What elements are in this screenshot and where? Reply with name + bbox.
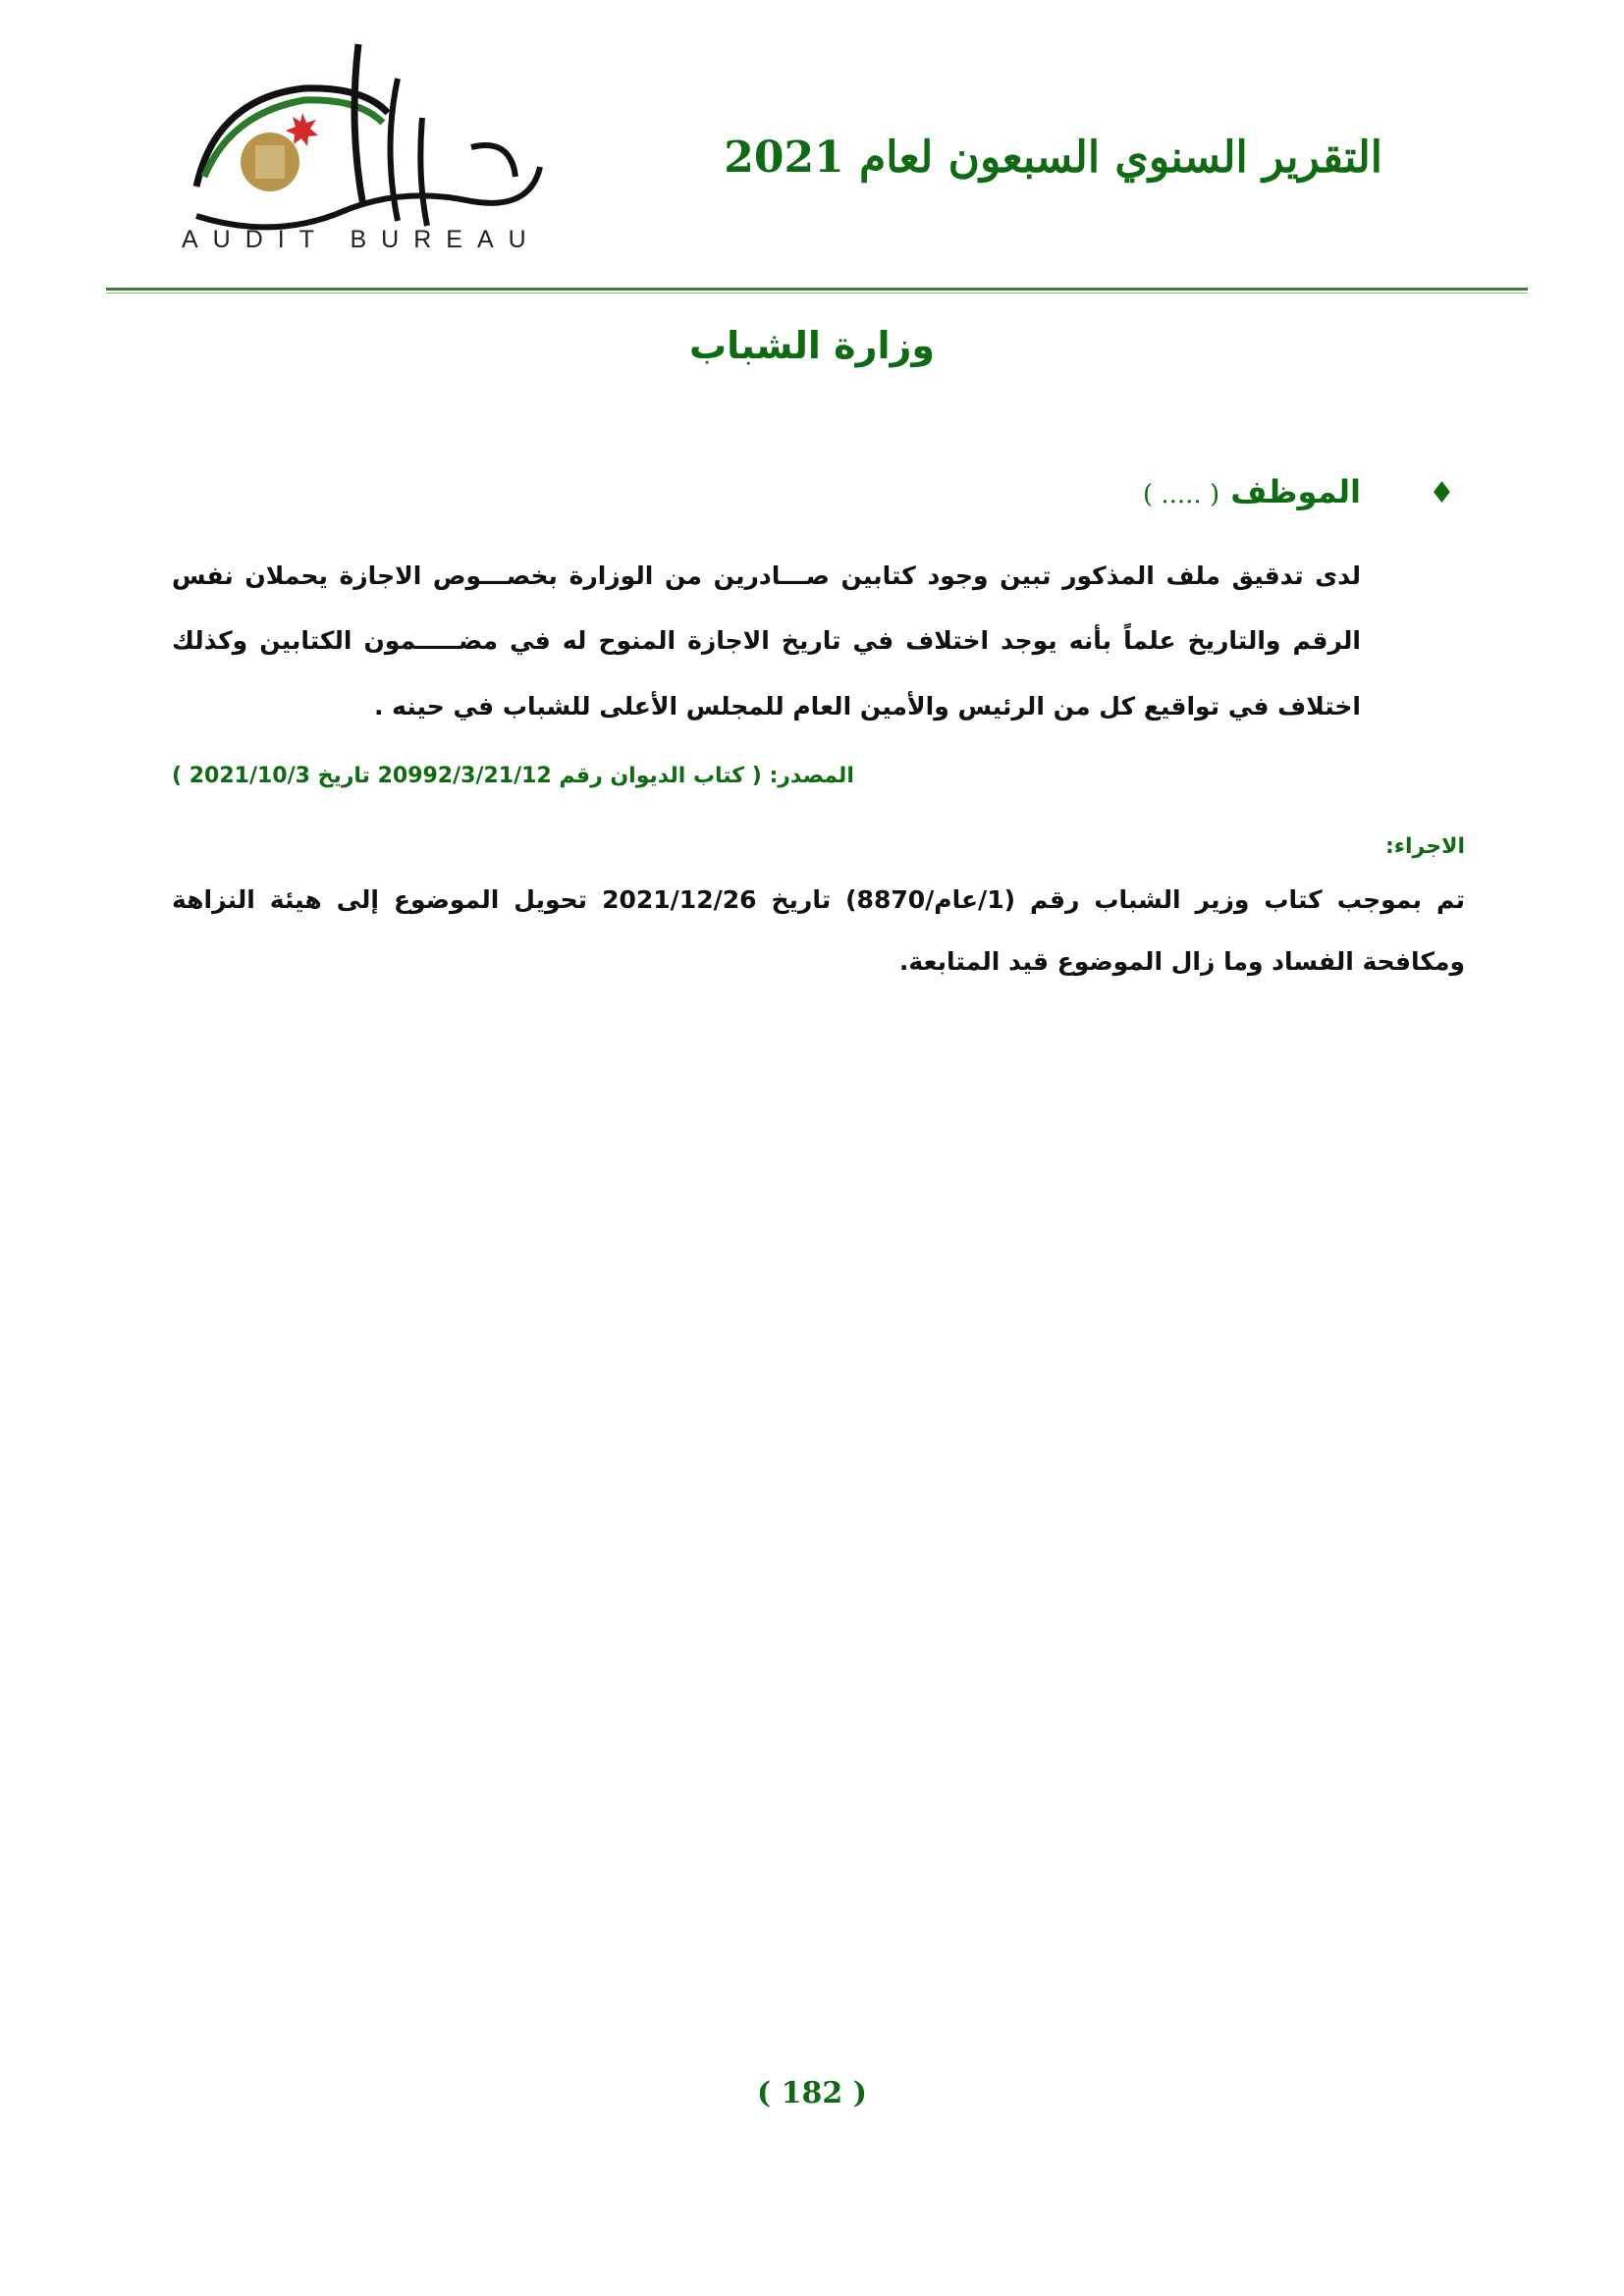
action-heading: الاجراء: [1384, 834, 1465, 859]
finding-paragraph-line: الرقم والتاريخ علماً بأنه يوجد اختلاف في تاريخ الاجازة المنوح له في مضـــــمون الكتابين وكذلك [172, 626, 1361, 655]
source-reference: المصدر: ( كتاب الديوان رقم 20992/3/21/12 تاريخ 2021/10/3 ) [172, 764, 854, 788]
page-number: ( 182 ) [757, 2076, 867, 2110]
employee-label: الموظف [1230, 473, 1361, 510]
finding-paragraph-line: لدى تدقيق ملف المذكور تبين وجود كتابين صـــادرين من الوزارة بخصـــوص الاجازة يحملان نفس [172, 561, 1361, 590]
report-title: التقرير السنوي السبعون لعام 2021 [724, 133, 1382, 183]
logo-english-text: AUDIT BUREAU [182, 226, 541, 253]
ministry-title: وزارة الشباب [689, 324, 935, 367]
header-divider-thin [106, 293, 1528, 294]
finding-paragraph-line: اختلاف في تواقيع كل من الرئيس والأمين العام للمجلس الأعلى للشباب في حينه . [373, 692, 1361, 721]
action-line: ومكافحة الفساد وما زال الموضوع قيد المتابعة. [898, 947, 1465, 976]
diamond-bullet-icon: ♦ [1429, 476, 1455, 510]
header-divider [106, 288, 1528, 291]
action-line: تم بموجب كتاب وزير الشباب رقم (1/عام/8870) تاريخ 2021/12/26 تحويل الموضوع إلى هيئة النزاهة [172, 885, 1466, 914]
employee-heading [1143, 473, 1361, 510]
employee-value: ( ..... ) [1142, 480, 1220, 509]
